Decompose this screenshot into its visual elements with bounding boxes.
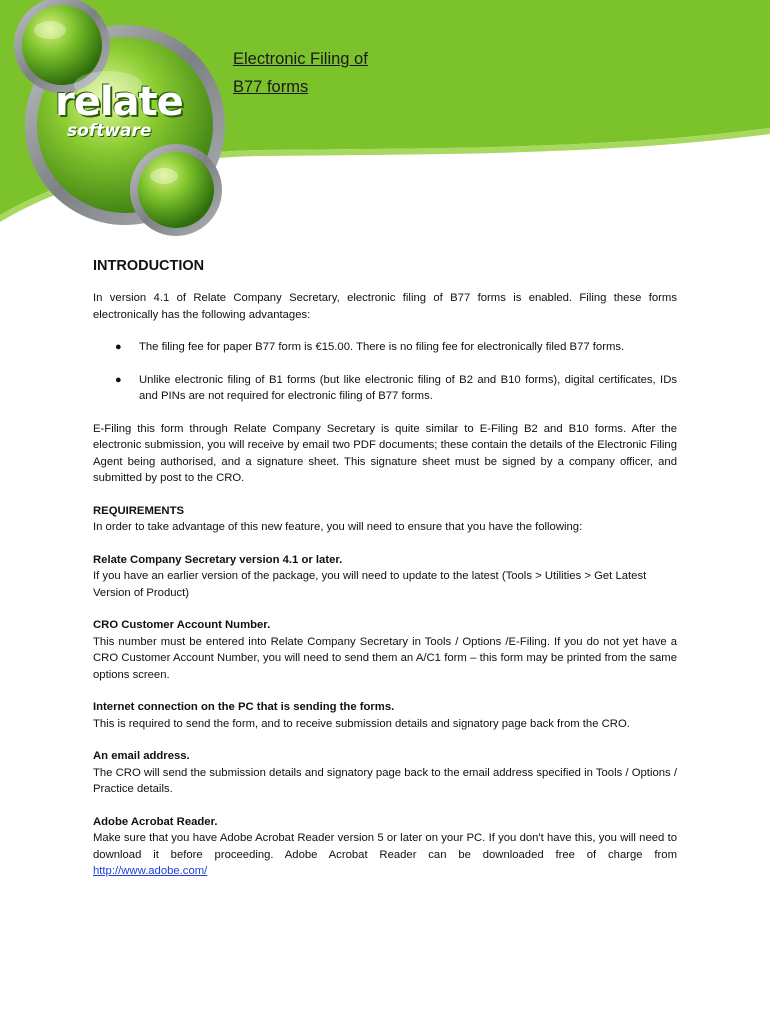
- requirement-item: [93, 814, 677, 880]
- advantages-list: [93, 339, 677, 405]
- requirement-item: [93, 699, 677, 732]
- intro-heading: INTRODUCTION: [93, 258, 205, 274]
- adobe-link[interactable]: http://www.adobe.com/: [93, 865, 208, 877]
- logo-sub: software: [67, 121, 152, 141]
- requirement-title: Internet connection on the PC that is sending the forms.: [93, 701, 395, 713]
- requirement-text: The CRO will send the submission details and signatory page back to the email address specified in Tools / Options / Practice details.: [93, 766, 677, 795]
- title-line-1: Electronic Filing of: [233, 50, 368, 68]
- requirement-title: Adobe Acrobat Reader.: [93, 815, 218, 828]
- requirement-item: [93, 748, 677, 798]
- requirements-intro: In order to take advantage of this new feature, you will need to ensure that you have the following:: [93, 521, 583, 533]
- requirement-title: CRO Customer Account Number.: [93, 619, 271, 631]
- requirements-section: [93, 503, 677, 536]
- list-item: [93, 372, 677, 405]
- bullet-icon: ●: [115, 341, 122, 353]
- bullet-text: Unlike electronic filing of B1 forms (but like electronic filing of B2 and B10 forms), digital certificates, IDs and PINs are not required for electronic filing of B77 forms.: [139, 373, 677, 402]
- requirement-text: [93, 830, 677, 880]
- document-body: [93, 256, 677, 880]
- intro-paragraph: In version 4.1 of Relate Company Secretary, electronic filing of B77 forms is enabled. Filing these forms electronically has the following advantages:: [93, 292, 677, 321]
- page-title: [233, 45, 368, 101]
- requirement-text: This number must be entered into Relate Company Secretary in Tools / Options /E-Filing. If you do not yet have a CRO Customer Account Number, you will need to send them an A/C1 form – this form may be printed from the same options screen.: [93, 635, 677, 681]
- bullet-icon: ●: [115, 373, 122, 386]
- requirements-heading: REQUIREMENTS: [93, 504, 185, 517]
- efiling-paragraph: E-Filing this form through Relate Company Secretary is quite similar to E-Filing B2 and B10 forms. After the electronic submission, you will receive by email two PDF documents; these contain the details of the Electronic Filing Agent being authorised, and a signature sheet. This signature sheet must be signed by a company officer, and submitted by post to the CRO.: [93, 422, 677, 484]
- requirement-title: An email address.: [93, 750, 190, 762]
- title-line-2: B77 forms: [233, 78, 309, 96]
- logo-main: relate: [55, 79, 183, 125]
- list-item: [93, 339, 677, 356]
- requirement-text: If you have an earlier version of the package, you will need to update to the latest (Tools > Utilities > Get Latest Version of Product): [93, 570, 647, 599]
- requirement-text: This is required to send the form, and to receive submission details and signatory page back from the CRO.: [93, 717, 630, 730]
- requirement-text-body: Make sure that you have Adobe Acrobat Reader version 5 or later on your PC. If you don't have this, you will need to download it before proceeding. Adobe Acrobat Reader can be downloaded free of charge from: [93, 832, 677, 861]
- requirement-title: Relate Company Secretary version 4.1 or later.: [93, 553, 343, 566]
- logo-text: [55, 79, 205, 141]
- requirement-item: [93, 552, 677, 602]
- bullet-text: The filing fee for paper B77 form is €15.00. There is no filing fee for electronically filed B77 forms.: [139, 341, 625, 353]
- requirement-item: [93, 617, 677, 683]
